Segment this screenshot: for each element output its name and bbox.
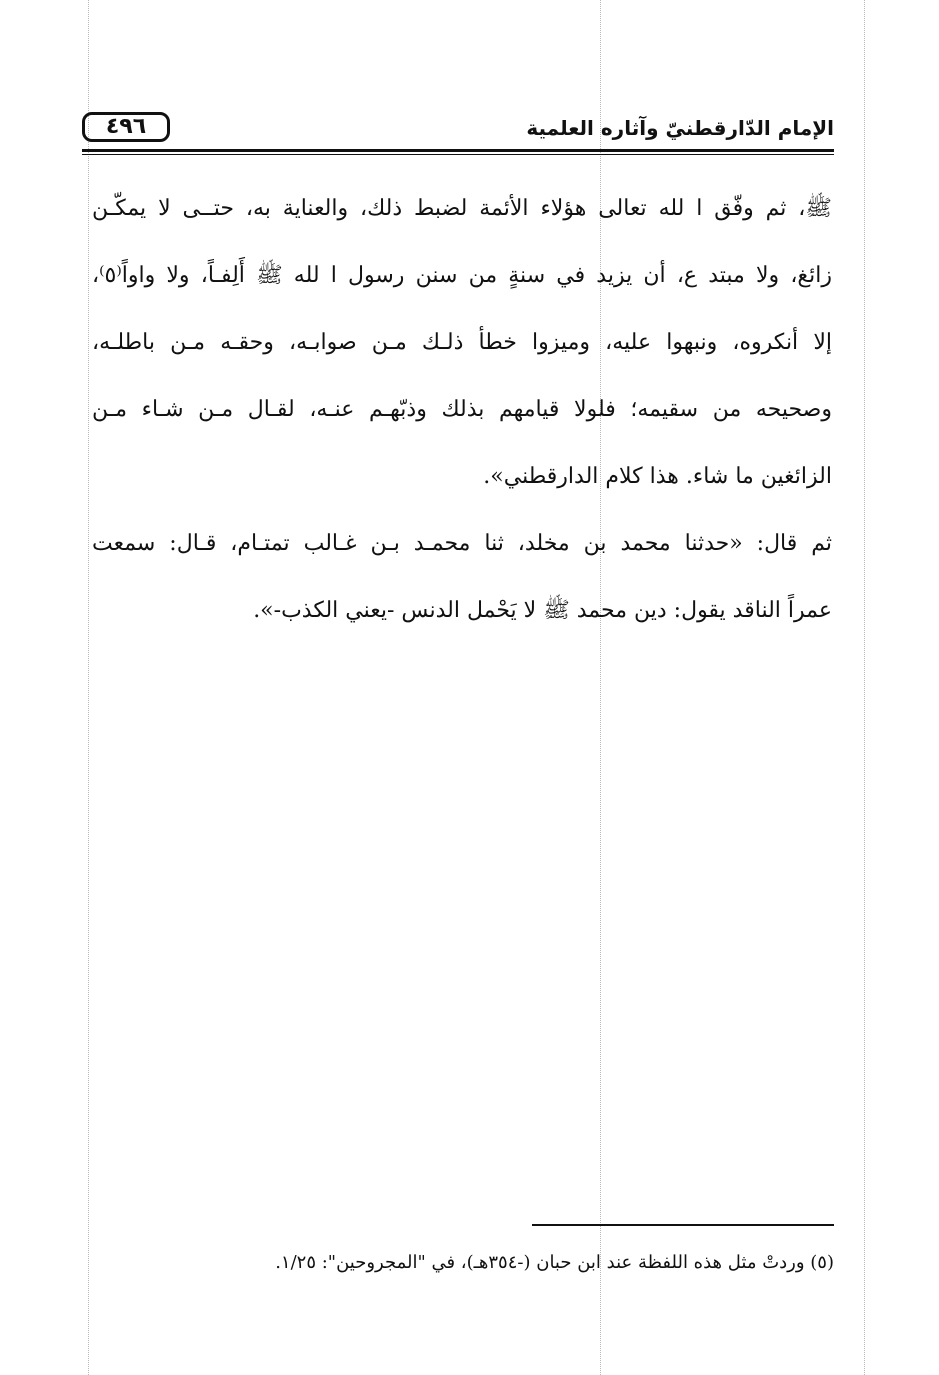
scan-guide-line xyxy=(88,0,89,1375)
text-line: الزائغين ما شاء. هذا كلام الدارقطني». xyxy=(483,464,832,489)
page-header xyxy=(82,108,834,150)
footnote-separator xyxy=(532,1224,834,1226)
scan-guide-line xyxy=(864,0,865,1375)
text-line: إلا أنكروه، ونبهوا عليه، وميزوا خطأ ذلـك مـن صوابـه، وحقـه مـن باطلـه، xyxy=(92,330,832,355)
header-rule-thin xyxy=(82,154,834,155)
main-text xyxy=(92,175,832,644)
text-line: عمراً الناقد يقول: دين محمد ﷺ لا يَحْمل الدنس -يعني الكذب-». xyxy=(253,598,832,623)
text-line: زائغ، ولا مبتد ع، أن يزيد في سنةٍ من سنن رسول ا لله ﷺ أَلِفـاً، ولا واواً⁽٥⁾، xyxy=(92,263,832,288)
footnote: (٥) وردتْ مثل هذه اللفظة عند ابن حبان (-٣٥٤هـ)، في "المجروحين": ١/٢٥. xyxy=(275,1252,834,1273)
page-number: ٤٩٦ xyxy=(82,112,170,142)
text-line: وصحيحه من سقيمه؛ فلولا قيامهم بذلك وذبّهـم عنـه، لقـال مـن شـاء مـن xyxy=(92,397,832,422)
text-line: ﷺ، ثم وفّق ا لله تعالى هؤلاء الأئمة لضبط ذلك، والعناية به، حتــى لا يمكّـن xyxy=(92,196,832,221)
running-title: الإمام الدّارقطنيّ وآثاره العلمية xyxy=(526,116,834,140)
header-rule-thick xyxy=(82,149,834,152)
text-line: ثم قال: «حدثنا محمد بن مخلد، ثنا محمـد بـن غـالب تمتـام، قـال: سمعت xyxy=(92,531,832,556)
